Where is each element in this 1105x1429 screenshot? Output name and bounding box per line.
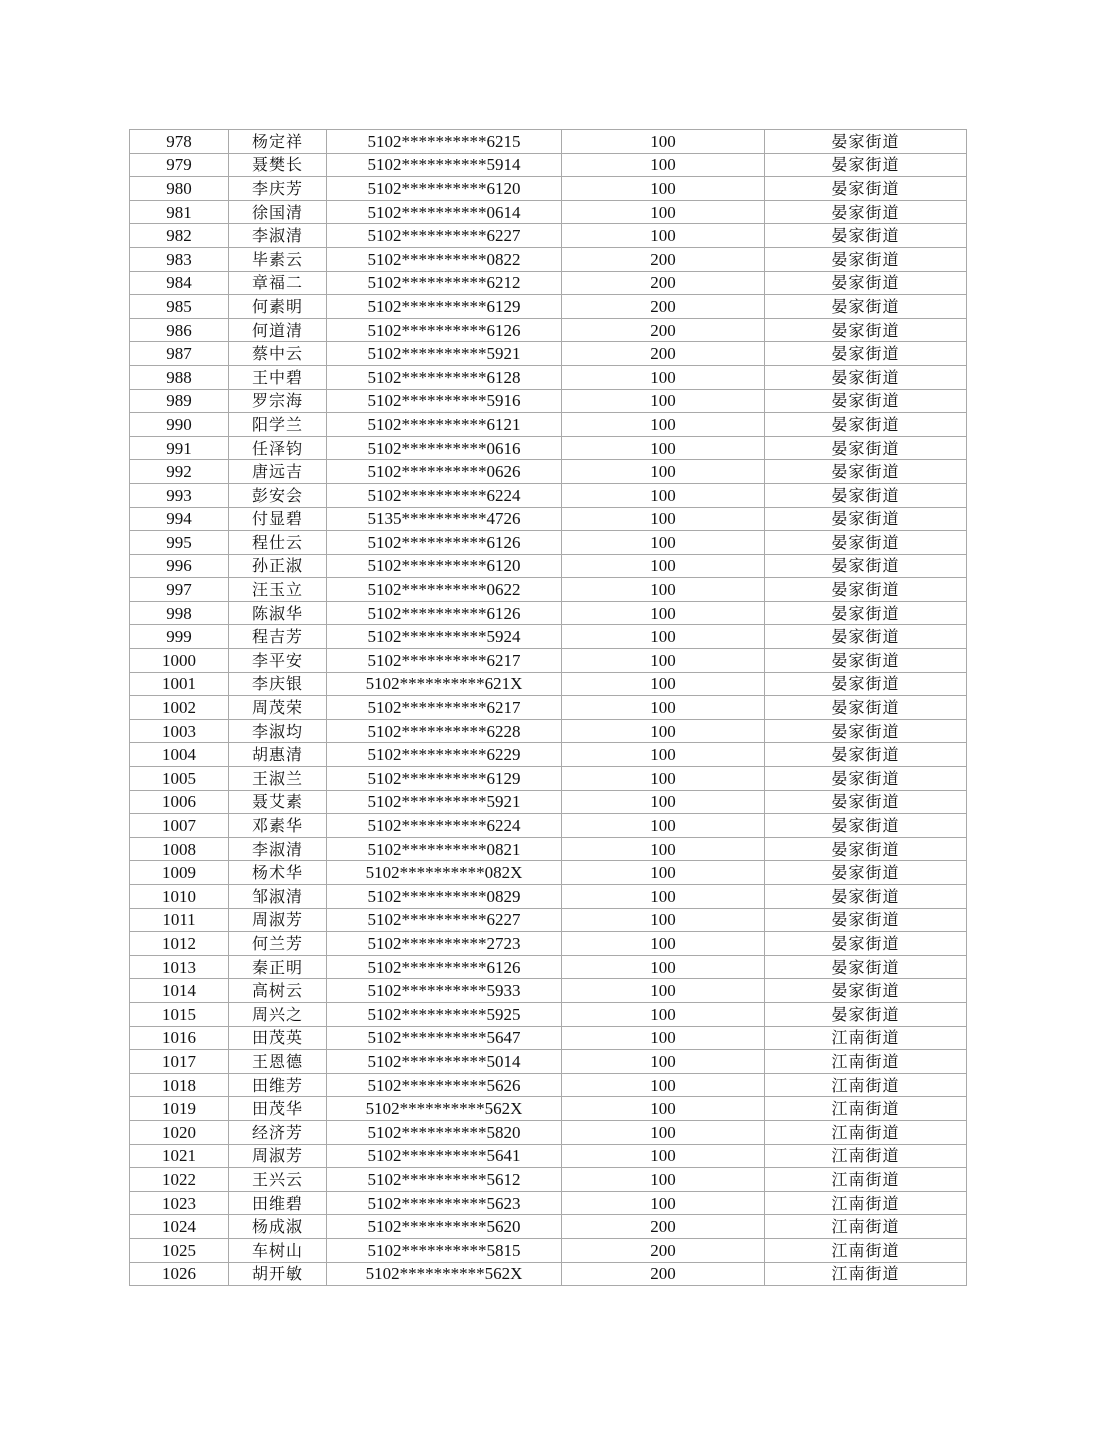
row-number-cell: 1002 xyxy=(130,696,229,720)
table-row xyxy=(130,554,967,578)
amount-cell: 100 xyxy=(562,979,765,1003)
id-number-cell: 5102**********6228 xyxy=(327,719,562,743)
table-row xyxy=(130,625,967,649)
id-number-cell: 5102**********6129 xyxy=(327,767,562,791)
street-cell: 江南街道 xyxy=(765,1073,967,1097)
name-cell: 李淑均 xyxy=(229,719,327,743)
name-cell: 田茂英 xyxy=(229,1026,327,1050)
id-number-cell: 5102**********6224 xyxy=(327,814,562,838)
amount-cell: 100 xyxy=(562,507,765,531)
id-number-cell: 5102**********562X xyxy=(327,1262,562,1286)
id-number-cell: 5102**********5626 xyxy=(327,1073,562,1097)
name-cell: 唐远吉 xyxy=(229,460,327,484)
amount-cell: 100 xyxy=(562,649,765,673)
id-number-cell: 5102**********0821 xyxy=(327,837,562,861)
table-row xyxy=(130,979,967,1003)
name-cell: 杨术华 xyxy=(229,861,327,885)
row-number-cell: 1014 xyxy=(130,979,229,1003)
name-cell: 程仕云 xyxy=(229,531,327,555)
row-number-cell: 997 xyxy=(130,578,229,602)
name-cell: 李庆银 xyxy=(229,672,327,696)
row-number-cell: 1013 xyxy=(130,955,229,979)
street-cell: 江南街道 xyxy=(765,1238,967,1262)
street-cell: 晏家街道 xyxy=(765,271,967,295)
table-row xyxy=(130,531,967,555)
amount-cell: 100 xyxy=(562,814,765,838)
street-cell: 晏家街道 xyxy=(765,413,967,437)
id-number-cell: 5102**********0822 xyxy=(327,247,562,271)
amount-cell: 100 xyxy=(562,908,765,932)
amount-cell: 100 xyxy=(562,696,765,720)
street-cell: 晏家街道 xyxy=(765,318,967,342)
table-row xyxy=(130,1097,967,1121)
amount-cell: 100 xyxy=(562,224,765,248)
name-cell: 彭安会 xyxy=(229,483,327,507)
amount-cell: 100 xyxy=(562,200,765,224)
amount-cell: 100 xyxy=(562,130,765,154)
id-number-cell: 5102**********6126 xyxy=(327,318,562,342)
amount-cell: 200 xyxy=(562,342,765,366)
amount-cell: 200 xyxy=(562,247,765,271)
id-number-cell: 5102**********5921 xyxy=(327,342,562,366)
name-cell: 程吉芳 xyxy=(229,625,327,649)
table-row xyxy=(130,743,967,767)
row-number-cell: 994 xyxy=(130,507,229,531)
row-number-cell: 1015 xyxy=(130,1002,229,1026)
id-number-cell: 5102**********5014 xyxy=(327,1050,562,1074)
id-number-cell: 5102**********621X xyxy=(327,672,562,696)
recipient-table xyxy=(129,129,967,1286)
id-number-cell: 5102**********6217 xyxy=(327,649,562,673)
street-cell: 晏家街道 xyxy=(765,955,967,979)
id-number-cell: 5102**********5641 xyxy=(327,1144,562,1168)
street-cell: 晏家街道 xyxy=(765,837,967,861)
street-cell: 晏家街道 xyxy=(765,342,967,366)
amount-cell: 100 xyxy=(562,625,765,649)
street-cell: 晏家街道 xyxy=(765,177,967,201)
amount-cell: 200 xyxy=(562,1238,765,1262)
id-number-cell: 5102**********0622 xyxy=(327,578,562,602)
table-row xyxy=(130,814,967,838)
street-cell: 江南街道 xyxy=(765,1144,967,1168)
street-cell: 江南街道 xyxy=(765,1050,967,1074)
name-cell: 杨成淑 xyxy=(229,1215,327,1239)
name-cell: 毕素云 xyxy=(229,247,327,271)
street-cell: 晏家街道 xyxy=(765,979,967,1003)
street-cell: 晏家街道 xyxy=(765,1002,967,1026)
row-number-cell: 1021 xyxy=(130,1144,229,1168)
row-number-cell: 984 xyxy=(130,271,229,295)
row-number-cell: 1012 xyxy=(130,932,229,956)
street-cell: 江南街道 xyxy=(765,1215,967,1239)
id-number-cell: 5102**********6121 xyxy=(327,413,562,437)
table-row xyxy=(130,177,967,201)
id-number-cell: 5102**********6217 xyxy=(327,696,562,720)
id-number-cell: 5102**********6126 xyxy=(327,955,562,979)
table-row xyxy=(130,1144,967,1168)
name-cell: 李淑清 xyxy=(229,224,327,248)
amount-cell: 100 xyxy=(562,601,765,625)
id-number-cell: 5102**********6227 xyxy=(327,224,562,248)
table-row xyxy=(130,413,967,437)
table-row xyxy=(130,790,967,814)
id-number-cell: 5102**********6129 xyxy=(327,295,562,319)
amount-cell: 200 xyxy=(562,1215,765,1239)
name-cell: 蔡中云 xyxy=(229,342,327,366)
street-cell: 晏家街道 xyxy=(765,153,967,177)
amount-cell: 100 xyxy=(562,460,765,484)
street-cell: 晏家街道 xyxy=(765,483,967,507)
name-cell: 陈淑华 xyxy=(229,601,327,625)
row-number-cell: 990 xyxy=(130,413,229,437)
name-cell: 邓素华 xyxy=(229,814,327,838)
street-cell: 晏家街道 xyxy=(765,224,967,248)
table-row xyxy=(130,365,967,389)
id-number-cell: 5102**********6128 xyxy=(327,365,562,389)
table-row xyxy=(130,837,967,861)
name-cell: 阳学兰 xyxy=(229,413,327,437)
amount-cell: 100 xyxy=(562,955,765,979)
street-cell: 晏家街道 xyxy=(765,507,967,531)
name-cell: 田维芳 xyxy=(229,1073,327,1097)
name-cell: 王中碧 xyxy=(229,365,327,389)
id-number-cell: 5102**********5914 xyxy=(327,153,562,177)
id-number-cell: 5102**********6212 xyxy=(327,271,562,295)
table-row xyxy=(130,318,967,342)
amount-cell: 200 xyxy=(562,271,765,295)
table-row xyxy=(130,224,967,248)
row-number-cell: 1019 xyxy=(130,1097,229,1121)
row-number-cell: 1005 xyxy=(130,767,229,791)
name-cell: 李庆芳 xyxy=(229,177,327,201)
name-cell: 经济芳 xyxy=(229,1120,327,1144)
row-number-cell: 992 xyxy=(130,460,229,484)
table-row xyxy=(130,861,967,885)
row-number-cell: 987 xyxy=(130,342,229,366)
amount-cell: 100 xyxy=(562,885,765,909)
id-number-cell: 5102**********562X xyxy=(327,1097,562,1121)
id-number-cell: 5102**********0614 xyxy=(327,200,562,224)
amount-cell: 100 xyxy=(562,1120,765,1144)
row-number-cell: 983 xyxy=(130,247,229,271)
id-number-cell: 5102**********6126 xyxy=(327,601,562,625)
id-number-cell: 5102**********5933 xyxy=(327,979,562,1003)
name-cell: 罗宗海 xyxy=(229,389,327,413)
street-cell: 晏家街道 xyxy=(765,908,967,932)
amount-cell: 100 xyxy=(562,1073,765,1097)
id-number-cell: 5102**********5647 xyxy=(327,1026,562,1050)
street-cell: 晏家街道 xyxy=(765,767,967,791)
table-row xyxy=(130,1050,967,1074)
id-number-cell: 5102**********5916 xyxy=(327,389,562,413)
name-cell: 田维碧 xyxy=(229,1191,327,1215)
table-row xyxy=(130,1238,967,1262)
id-number-cell: 5102**********5620 xyxy=(327,1215,562,1239)
amount-cell: 100 xyxy=(562,1026,765,1050)
street-cell: 江南街道 xyxy=(765,1097,967,1121)
amount-cell: 100 xyxy=(562,719,765,743)
table-row xyxy=(130,247,967,271)
table-row xyxy=(130,601,967,625)
row-number-cell: 985 xyxy=(130,295,229,319)
table-row xyxy=(130,507,967,531)
table-row xyxy=(130,672,967,696)
table-row xyxy=(130,460,967,484)
amount-cell: 100 xyxy=(562,1097,765,1121)
table-row xyxy=(130,1215,967,1239)
name-cell: 孙正淑 xyxy=(229,554,327,578)
amount-cell: 100 xyxy=(562,483,765,507)
street-cell: 晏家街道 xyxy=(765,578,967,602)
name-cell: 章福二 xyxy=(229,271,327,295)
street-cell: 晏家街道 xyxy=(765,130,967,154)
name-cell: 周兴之 xyxy=(229,1002,327,1026)
id-number-cell: 5102**********082X xyxy=(327,861,562,885)
row-number-cell: 1023 xyxy=(130,1191,229,1215)
row-number-cell: 995 xyxy=(130,531,229,555)
amount-cell: 100 xyxy=(562,767,765,791)
name-cell: 田茂华 xyxy=(229,1097,327,1121)
table-row xyxy=(130,271,967,295)
id-number-cell: 5102**********6224 xyxy=(327,483,562,507)
row-number-cell: 991 xyxy=(130,436,229,460)
name-cell: 李平安 xyxy=(229,649,327,673)
id-number-cell: 5102**********0829 xyxy=(327,885,562,909)
name-cell: 王恩德 xyxy=(229,1050,327,1074)
street-cell: 晏家街道 xyxy=(765,601,967,625)
table-row xyxy=(130,130,967,154)
name-cell: 何素明 xyxy=(229,295,327,319)
street-cell: 江南街道 xyxy=(765,1191,967,1215)
table-row xyxy=(130,955,967,979)
row-number-cell: 1007 xyxy=(130,814,229,838)
amount-cell: 100 xyxy=(562,932,765,956)
street-cell: 晏家街道 xyxy=(765,200,967,224)
row-number-cell: 1003 xyxy=(130,719,229,743)
street-cell: 晏家街道 xyxy=(765,696,967,720)
amount-cell: 100 xyxy=(562,1144,765,1168)
table-row xyxy=(130,1262,967,1286)
id-number-cell: 5102**********6215 xyxy=(327,130,562,154)
id-number-cell: 5102**********6126 xyxy=(327,531,562,555)
row-number-cell: 1022 xyxy=(130,1168,229,1192)
amount-cell: 100 xyxy=(562,413,765,437)
id-number-cell: 5102**********5623 xyxy=(327,1191,562,1215)
street-cell: 晏家街道 xyxy=(765,554,967,578)
street-cell: 晏家街道 xyxy=(765,719,967,743)
id-number-cell: 5102**********5921 xyxy=(327,790,562,814)
row-number-cell: 1025 xyxy=(130,1238,229,1262)
name-cell: 王淑兰 xyxy=(229,767,327,791)
amount-cell: 100 xyxy=(562,177,765,201)
id-number-cell: 5102**********0616 xyxy=(327,436,562,460)
street-cell: 晏家街道 xyxy=(765,436,967,460)
row-number-cell: 998 xyxy=(130,601,229,625)
name-cell: 任泽钧 xyxy=(229,436,327,460)
street-cell: 晏家街道 xyxy=(765,389,967,413)
table-row xyxy=(130,767,967,791)
row-number-cell: 1018 xyxy=(130,1073,229,1097)
table-row xyxy=(130,885,967,909)
table-row xyxy=(130,389,967,413)
id-number-cell: 5102**********5612 xyxy=(327,1168,562,1192)
street-cell: 晏家街道 xyxy=(765,885,967,909)
table-row xyxy=(130,696,967,720)
table-row xyxy=(130,1191,967,1215)
row-number-cell: 1000 xyxy=(130,649,229,673)
street-cell: 江南街道 xyxy=(765,1262,967,1286)
id-number-cell: 5102**********0626 xyxy=(327,460,562,484)
id-number-cell: 5102**********6229 xyxy=(327,743,562,767)
amount-cell: 100 xyxy=(562,578,765,602)
amount-cell: 100 xyxy=(562,1168,765,1192)
street-cell: 晏家街道 xyxy=(765,861,967,885)
amount-cell: 100 xyxy=(562,1050,765,1074)
amount-cell: 200 xyxy=(562,318,765,342)
street-cell: 江南街道 xyxy=(765,1120,967,1144)
street-cell: 江南街道 xyxy=(765,1168,967,1192)
id-number-cell: 5102**********5820 xyxy=(327,1120,562,1144)
table-row xyxy=(130,1002,967,1026)
amount-cell: 200 xyxy=(562,1262,765,1286)
name-cell: 徐国清 xyxy=(229,200,327,224)
row-number-cell: 1010 xyxy=(130,885,229,909)
id-number-cell: 5135**********4726 xyxy=(327,507,562,531)
street-cell: 晏家街道 xyxy=(765,625,967,649)
id-number-cell: 5102**********5925 xyxy=(327,1002,562,1026)
row-number-cell: 1001 xyxy=(130,672,229,696)
table-row xyxy=(130,342,967,366)
row-number-cell: 1009 xyxy=(130,861,229,885)
table-body xyxy=(130,130,967,1286)
street-cell: 晏家街道 xyxy=(765,790,967,814)
name-cell: 周淑芳 xyxy=(229,908,327,932)
row-number-cell: 1024 xyxy=(130,1215,229,1239)
table-row xyxy=(130,483,967,507)
name-cell: 车树山 xyxy=(229,1238,327,1262)
amount-cell: 100 xyxy=(562,531,765,555)
table-row xyxy=(130,719,967,743)
table-row xyxy=(130,932,967,956)
name-cell: 胡惠清 xyxy=(229,743,327,767)
row-number-cell: 980 xyxy=(130,177,229,201)
name-cell: 王兴云 xyxy=(229,1168,327,1192)
amount-cell: 100 xyxy=(562,554,765,578)
street-cell: 江南街道 xyxy=(765,1026,967,1050)
street-cell: 晏家街道 xyxy=(765,460,967,484)
street-cell: 晏家街道 xyxy=(765,814,967,838)
amount-cell: 100 xyxy=(562,365,765,389)
name-cell: 李淑清 xyxy=(229,837,327,861)
row-number-cell: 989 xyxy=(130,389,229,413)
id-number-cell: 5102**********6120 xyxy=(327,177,562,201)
amount-cell: 200 xyxy=(562,295,765,319)
table-row xyxy=(130,578,967,602)
amount-cell: 100 xyxy=(562,672,765,696)
name-cell: 邹淑清 xyxy=(229,885,327,909)
row-number-cell: 986 xyxy=(130,318,229,342)
amount-cell: 100 xyxy=(562,1002,765,1026)
id-number-cell: 5102**********6227 xyxy=(327,908,562,932)
street-cell: 晏家街道 xyxy=(765,295,967,319)
table-row xyxy=(130,1120,967,1144)
id-number-cell: 5102**********5815 xyxy=(327,1238,562,1262)
row-number-cell: 1016 xyxy=(130,1026,229,1050)
name-cell: 何道清 xyxy=(229,318,327,342)
name-cell: 胡开敏 xyxy=(229,1262,327,1286)
street-cell: 晏家街道 xyxy=(765,649,967,673)
amount-cell: 100 xyxy=(562,1191,765,1215)
name-cell: 周淑芳 xyxy=(229,1144,327,1168)
row-number-cell: 1008 xyxy=(130,837,229,861)
amount-cell: 100 xyxy=(562,436,765,460)
amount-cell: 100 xyxy=(562,861,765,885)
amount-cell: 100 xyxy=(562,837,765,861)
name-cell: 高树云 xyxy=(229,979,327,1003)
table-row xyxy=(130,1073,967,1097)
row-number-cell: 982 xyxy=(130,224,229,248)
row-number-cell: 1020 xyxy=(130,1120,229,1144)
row-number-cell: 996 xyxy=(130,554,229,578)
table-row xyxy=(130,153,967,177)
name-cell: 何兰芳 xyxy=(229,932,327,956)
row-number-cell: 1004 xyxy=(130,743,229,767)
id-number-cell: 5102**********2723 xyxy=(327,932,562,956)
name-cell: 周茂荣 xyxy=(229,696,327,720)
id-number-cell: 5102**********6120 xyxy=(327,554,562,578)
name-cell: 聂樊长 xyxy=(229,153,327,177)
id-number-cell: 5102**********5924 xyxy=(327,625,562,649)
name-cell: 秦正明 xyxy=(229,955,327,979)
table-row xyxy=(130,200,967,224)
row-number-cell: 988 xyxy=(130,365,229,389)
amount-cell: 100 xyxy=(562,389,765,413)
row-number-cell: 1026 xyxy=(130,1262,229,1286)
amount-cell: 100 xyxy=(562,743,765,767)
row-number-cell: 1011 xyxy=(130,908,229,932)
table-row xyxy=(130,1168,967,1192)
table-row xyxy=(130,295,967,319)
table-row xyxy=(130,908,967,932)
amount-cell: 100 xyxy=(562,790,765,814)
name-cell: 汪玉立 xyxy=(229,578,327,602)
table-row xyxy=(130,436,967,460)
street-cell: 晏家街道 xyxy=(765,365,967,389)
row-number-cell: 1006 xyxy=(130,790,229,814)
street-cell: 晏家街道 xyxy=(765,743,967,767)
row-number-cell: 981 xyxy=(130,200,229,224)
name-cell: 聂艾素 xyxy=(229,790,327,814)
row-number-cell: 999 xyxy=(130,625,229,649)
row-number-cell: 993 xyxy=(130,483,229,507)
row-number-cell: 978 xyxy=(130,130,229,154)
amount-cell: 100 xyxy=(562,153,765,177)
row-number-cell: 979 xyxy=(130,153,229,177)
street-cell: 晏家街道 xyxy=(765,247,967,271)
table-row xyxy=(130,649,967,673)
name-cell: 付显碧 xyxy=(229,507,327,531)
street-cell: 晏家街道 xyxy=(765,672,967,696)
name-cell: 杨定祥 xyxy=(229,130,327,154)
table-row xyxy=(130,1026,967,1050)
street-cell: 晏家街道 xyxy=(765,932,967,956)
street-cell: 晏家街道 xyxy=(765,531,967,555)
row-number-cell: 1017 xyxy=(130,1050,229,1074)
